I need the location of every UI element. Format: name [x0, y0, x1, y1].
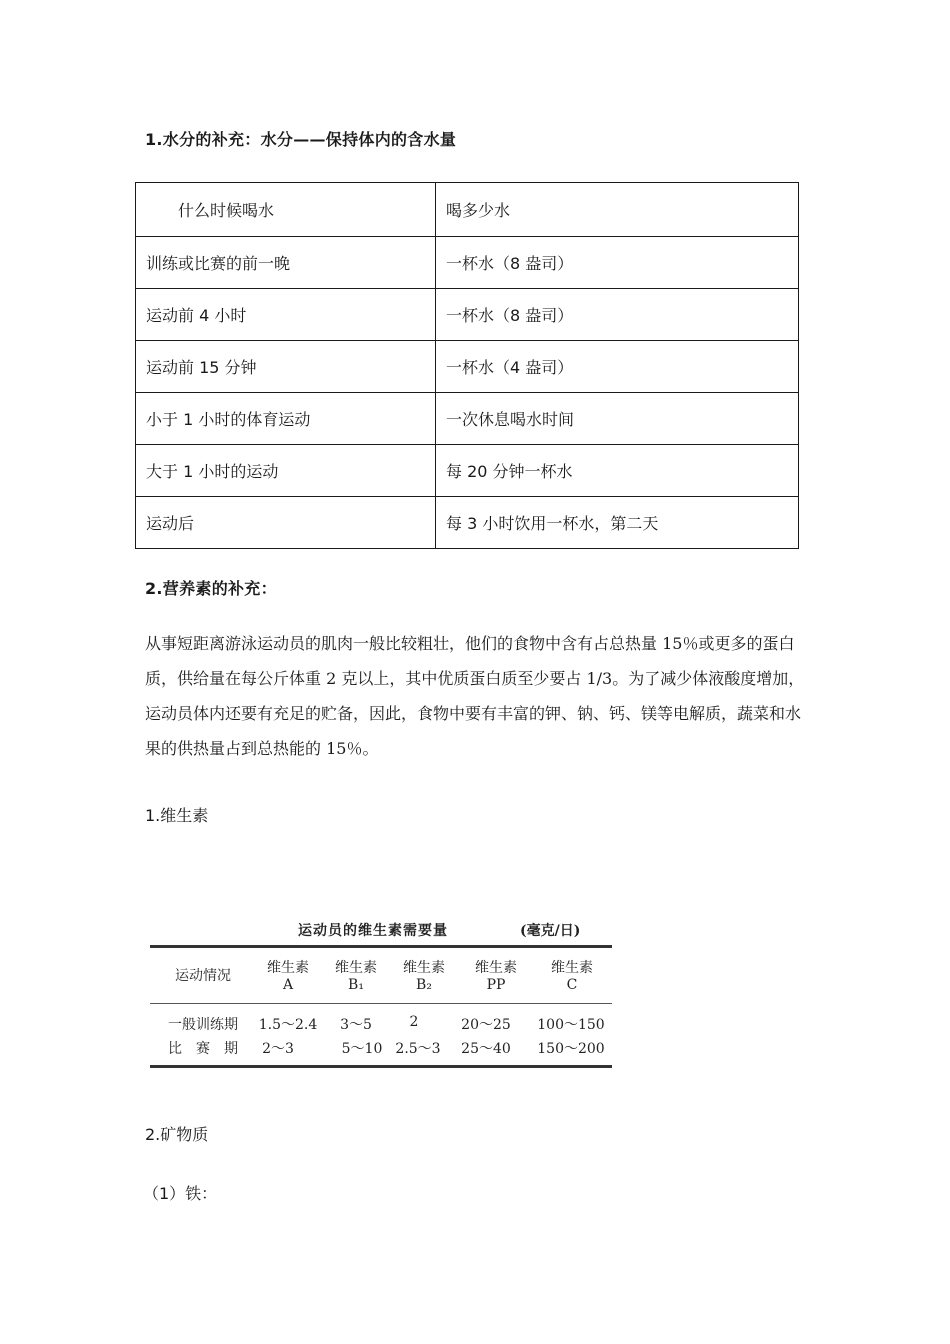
bottom-rule [150, 1065, 612, 1068]
column-header-when: 什么时候喝水 [136, 183, 436, 237]
value-cell: 1.5～2.4 [258, 1017, 318, 1033]
vitamin-requirement-table-image [148, 912, 616, 1072]
header-rule [150, 1003, 612, 1004]
table-row [136, 393, 799, 445]
vitamin-column-header: 维生素 B₁ [335, 960, 377, 993]
section-1-heading: 1.水分的补充：水分——保持体内的含水量 [145, 130, 457, 149]
cell-amount: 一杯水（8 盎司） [436, 289, 799, 341]
mineral-heading: 2.矿物质 [145, 1125, 209, 1144]
value-cell: 3～5 [340, 1017, 372, 1033]
vitamin-heading: 1.维生素 [145, 806, 209, 825]
vitamin-table-unit: (毫克/日) [520, 923, 581, 939]
value-cell: 25～40 [461, 1041, 511, 1057]
value-cell: 2.5～3 [395, 1041, 441, 1057]
value-cell: 100～150 [537, 1017, 605, 1033]
row-header-label: 运动情况 [175, 968, 231, 984]
cell-amount: 每 3 小时饮用一杯水，第二天 [436, 497, 799, 549]
row-label: 比 赛 期 [168, 1041, 238, 1057]
cell-when: 运动后 [136, 497, 436, 549]
cell-amount: 一次休息喝水时间 [436, 393, 799, 445]
water-intake-table [135, 182, 799, 549]
value-cell: 2～3 [262, 1041, 294, 1057]
table-row [136, 445, 799, 497]
vitamin-column-header: 维生素 A [267, 960, 309, 993]
value-cell: 2 [409, 1014, 419, 1030]
section-2-heading: 2.营养素的补充： [145, 579, 277, 598]
cell-when: 运动前 15 分钟 [136, 341, 436, 393]
table-row [136, 341, 799, 393]
value-cell: 5～10 [341, 1041, 383, 1057]
column-header-amount: 喝多少水 [436, 183, 799, 237]
cell-when: 训练或比赛的前一晚 [136, 237, 436, 289]
cell-amount: 每 20 分钟一杯水 [436, 445, 799, 497]
nutrition-paragraph: 从事短距离游泳运动员的肌肉一般比较粗壮，他们的食物中含有占总热量 15％或更多的蛋白质，供给量在每公斤体重 2 克以上，其中优质蛋白质至少要占 1/3。为了减少体液酸度增加，运动员体内还要有充足的贮备，因此，食物中要有丰富的钾、钠、钙、镁等电解质，蔬菜和水果的供热量占到总热能的 15％。 [145, 634, 805, 758]
top-rule [150, 945, 612, 948]
cell-when: 运动前 4 小时 [136, 289, 436, 341]
table-header-row [136, 183, 799, 237]
table-row [136, 497, 799, 549]
row-label: 一般训练期 [168, 1017, 238, 1033]
vitamin-column-header: 维生素 PP [475, 960, 517, 993]
table-row [136, 237, 799, 289]
vitamin-column-header: 维生素 C [551, 960, 593, 993]
vitamin-column-header: 维生素 B₂ [403, 960, 445, 993]
cell-when: 大于 1 小时的运动 [136, 445, 436, 497]
cell-amount: 一杯水（4 盎司） [436, 341, 799, 393]
table-row [136, 289, 799, 341]
value-cell: 20～25 [461, 1017, 511, 1033]
cell-when: 小于 1 小时的体育运动 [136, 393, 436, 445]
value-cell: 150～200 [537, 1041, 605, 1057]
iron-item: （1）铁： [143, 1184, 218, 1203]
cell-amount: 一杯水（8 盎司） [436, 237, 799, 289]
vitamin-table-title: 运动员的维生素需要量 [298, 923, 448, 939]
